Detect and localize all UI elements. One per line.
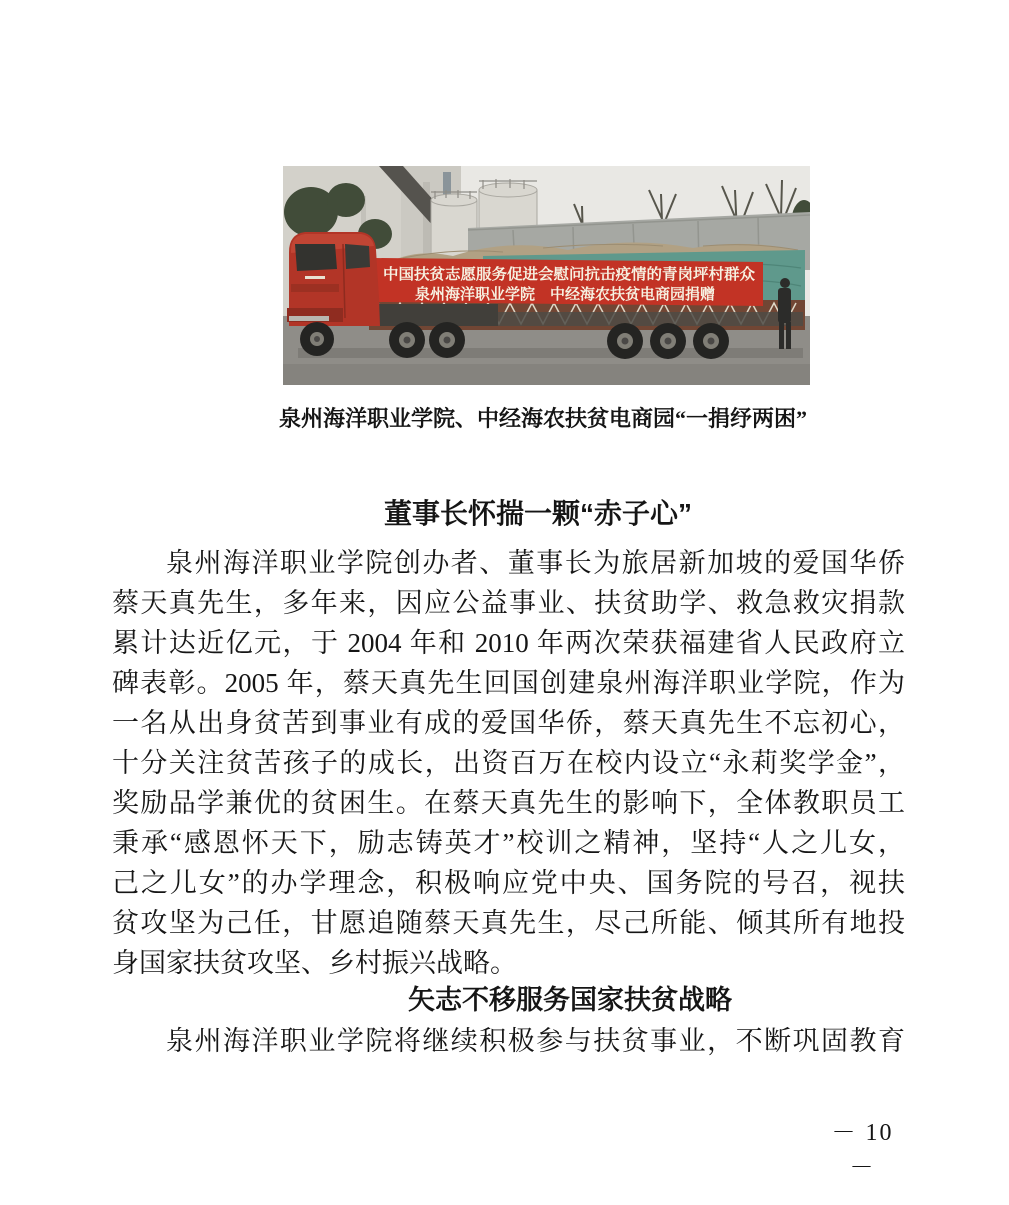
photo-shadow [298, 348, 803, 358]
section-heading-chairman: 董事长怀揣一颗“赤子心” [383, 498, 692, 529]
paragraph-line: 泉州海洋职业学院创办者、董事长为旅居新加坡的爱国华侨 [166, 548, 905, 578]
donation-truck-photo [283, 166, 810, 385]
paragraph-line: 蔡天真先生，多年来，因应公益事业、扶贫助学、救急救灾捐款 [112, 588, 905, 618]
photo-caption: 泉州海洋职业学院、中经海农扶贫电商园“一捐纾两困” [278, 406, 807, 431]
paragraph-line: 贫攻坚为己任，甘愿追随蔡天真先生，尽己所能、倾其所有地投 [112, 908, 905, 938]
page-number: － 10 － [831, 1120, 894, 1181]
paragraph-line: 十分关注贫苦孩子的成长，出资百万在校内设立“永莉奖学金”， [112, 748, 905, 778]
paragraph-line: 碑表彰。2005 年，蔡天真先生回国创建泉州海洋职业学院，作为 [112, 668, 905, 698]
paragraph-chairman [112, 543, 905, 983]
paragraph-line: 一名从出身贫苦到事业有成的爱国华侨，蔡天真先生不忘初心， [112, 708, 905, 738]
truck-photo-illustration [283, 166, 810, 385]
paragraph-strategy [112, 1021, 905, 1061]
section-heading-strategy: 矢志不移服务国家扶贫战略 [408, 985, 732, 1015]
paragraph-line: 秉承“感恩怀天下，励志铸英才”校训之精神，坚持“人之儿女， [112, 828, 905, 858]
paragraph-line: 泉州海洋职业学院将继续积极参与扶贫事业，不断巩固教育 [166, 1026, 905, 1056]
photo-banner-text-line2: 泉州海洋职业学院 中经海农扶贫电商园捐赠 [415, 286, 716, 303]
paragraph-line: 累计达近亿元，于 2004 年和 2010 年两次荣获福建省人民政府立 [112, 628, 905, 658]
paragraph-line: 己之儿女”的办学理念，积极响应党中央、国务院的号召，视扶 [112, 868, 905, 898]
paragraph-line: 奖励品学兼优的贫困生。在蔡天真先生的影响下，全体教职员工 [112, 788, 905, 818]
photo-banner-text-line1: 中国扶贫志愿服务促进会慰问抗击疫情的青岗坪村群众 [383, 266, 744, 283]
paragraph-line: 身国家扶贫攻坚、乡村振兴战略。 [112, 948, 517, 978]
